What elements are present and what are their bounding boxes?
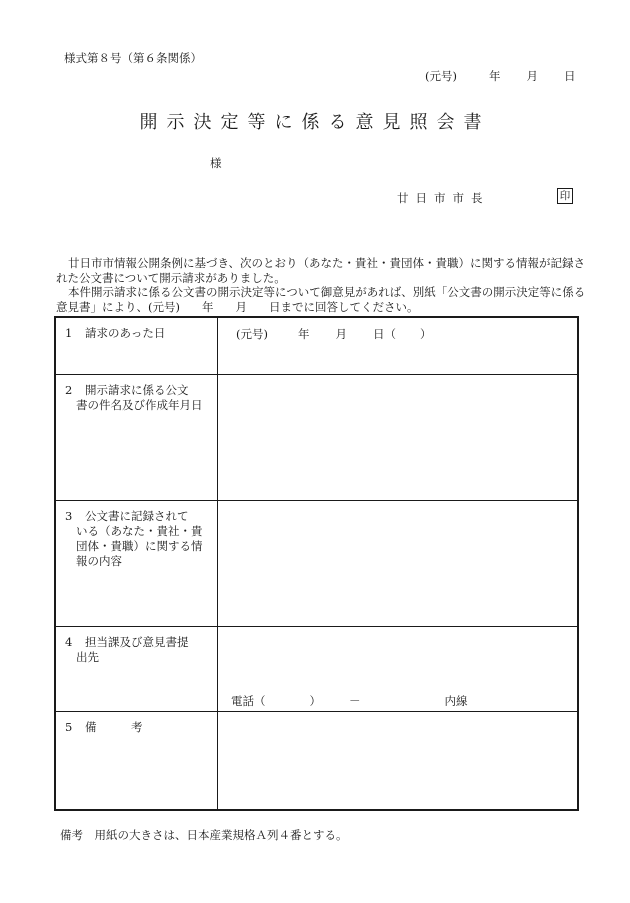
reply-month: 月: [235, 299, 247, 314]
date-year: 年: [488, 69, 501, 83]
reply-year: 年: [201, 299, 214, 314]
footnote: 備考 用紙の大きさは、日本産業規格Ａ列４番とする。: [60, 828, 348, 842]
table-row: [55, 712, 578, 811]
table-row: [55, 375, 578, 501]
issuer: [397, 190, 490, 206]
form-table: [54, 316, 579, 811]
issue-date: [425, 68, 575, 84]
form-number: 様式第８号（第６条関係）: [64, 51, 202, 65]
date-era: (元号): [425, 69, 457, 83]
phone-line: 電話（ ） － 内線: [231, 694, 468, 708]
body-paragraph-2-start: 本件開示請求に係る公文書の開示決定等について御意見があれば、別紙「公文書の開示決定等に係る意見書」により、(元号): [56, 285, 586, 314]
body-paragraph-2: [56, 285, 586, 314]
table-row: [55, 627, 578, 712]
contact-field[interactable]: [218, 627, 579, 712]
document-title-field[interactable]: [218, 375, 579, 501]
seal-mark: 印: [557, 188, 573, 204]
body-text: [56, 256, 586, 314]
row-label-request-date: 1 請求のあった日: [55, 317, 218, 375]
row-label-document-title: 2 開示請求に係る公文 書の件名及び作成年月日: [55, 375, 218, 501]
extension-label: 内線: [444, 694, 468, 708]
date-day: 日: [563, 69, 576, 83]
phone-label: 電話（: [231, 694, 266, 708]
issuer-name: 廿日市市長: [397, 191, 490, 205]
addressee-honorific: 様: [210, 156, 222, 170]
body-paragraph-1: 廿日市市情報公開条例に基づき、次のとおり（あなた・貴社・貴団体・貴職）に関する情報が記録された公文書について開示請求がありました。: [56, 256, 586, 285]
remarks-field[interactable]: [218, 712, 579, 811]
table-row: [55, 317, 578, 375]
row-label-contact: 4 担当課及び意見書提 出先: [55, 627, 218, 712]
request-date-field[interactable]: (元号) 年 月 日（ ）: [218, 317, 579, 375]
row-label-remarks: 5 備 考: [55, 712, 218, 811]
body-paragraph-2-end: 日までに回答してください。: [268, 299, 419, 314]
table-row: [55, 501, 578, 627]
date-month: 月: [526, 69, 538, 83]
recorded-info-field[interactable]: [218, 501, 579, 627]
row-label-recorded-info: 3 公文書に記録されて いる（あなた・貴社・貴団体・貴職）に関する情報の内容: [55, 501, 218, 627]
document-title: 開示決定等に係る意見照会書: [139, 112, 491, 133]
